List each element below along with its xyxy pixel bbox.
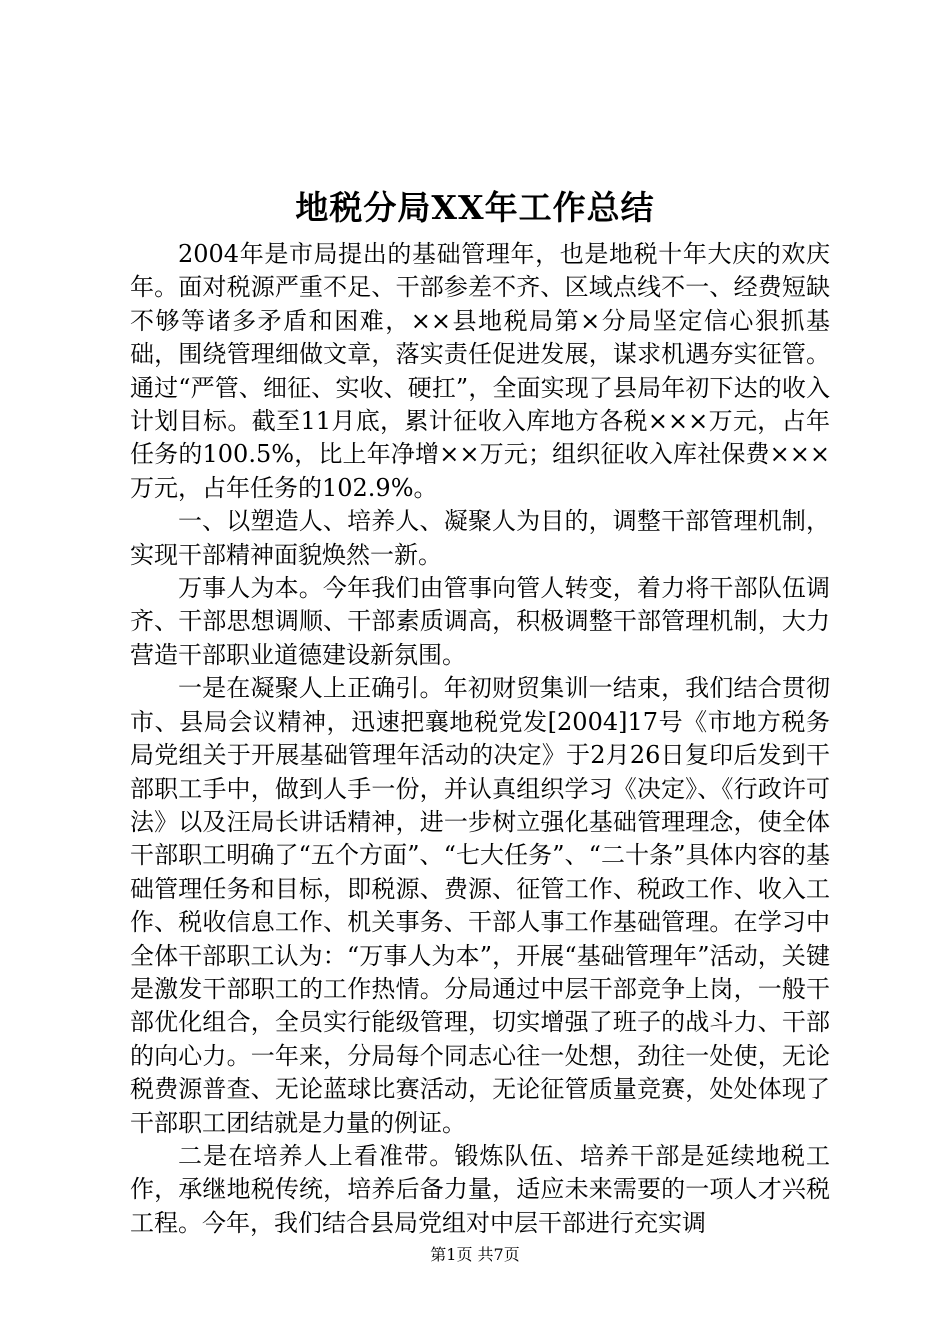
document-body <box>130 238 830 1240</box>
document-title: 地税分局XX年工作总结 <box>295 188 655 227</box>
paragraph-people-first: 万事人为本。今年我们由管事向管人转变，着力将干部队伍调齐、干部思想调顺、干部素质调高，积极调整干部管理机制，大力营造干部职业道德建设新氛围。 <box>130 574 830 669</box>
paragraph-section-heading-1: 一、以塑造人、培养人、凝聚人为目的，调整干部管理机制，实现干部精神面貌焕然一新。 <box>130 507 830 569</box>
paragraph-point-1: 一是在凝聚人上正确引。年初财贸集训一结束，我们结合贯彻市、县局会议精神，迅速把襄地税党发[2004]17号《市地方税务局党组关于开展基础管理年活动的决定》于2月26日复印后发到干部职工手中，做到人手一份，并认真组织学习《决定》、《行政许可法》以及汪局长讲话精神，进一步树立强化基础管理理念，使全体干部职工明确了“五个方面”、“七大任务”、“二十条”具体内容的基础管理任务和目标，即税源、费源、征管工作、税政工作、收入工作、税收信息工作、机关事务、干部人事工作基础管理。在学习中全体干部职工认为：“万事人为本”，开展“基础管理年”活动，关键是激发干部职工的工作热情。分局通过中层干部竞争上岗，一般干部优化组合，全员实行能级管理，切实增强了班子的战斗力、干部的向心力。一年来，分局每个同志心往一处想，劲往一处使，无论税费源普查、无论蓝球比赛活动，无论征管质量竞赛，处处体现了干部职工团结就是力量的例证。 <box>130 674 830 1137</box>
paragraph-point-2: 二是在培养人上看准带。锻炼队伍、培养干部是延续地税工作，承继地税传统，培养后备力量，适应未来需要的一项人才兴税工程。今年，我们结合县局党组对中层干部进行充实调 <box>130 1141 830 1237</box>
paragraph-intro: 2004年是市局提出的基础管理年，也是地税十年大庆的欢庆年。面对税源严重不足、干部参差不齐、区域点线不一、经费短缺不够等诸多矛盾和困难，××县地税局第×分局坚定信心狠抓基础，围绕管理细做文章，落实责任促进发展，谋求机遇夯实征管。通过“严管、细征、实收、硬扛”，全面实现了县局年初下达的收入计划目标。截至11月底，累计征收入库地方各税×××万元，占年任务的100.5%，比上年净增××万元；组织征收入库社保费×××万元，占年任务的102.9%。 <box>130 240 830 502</box>
page-number-footer: 第1页 共7页 <box>430 1245 520 1264</box>
